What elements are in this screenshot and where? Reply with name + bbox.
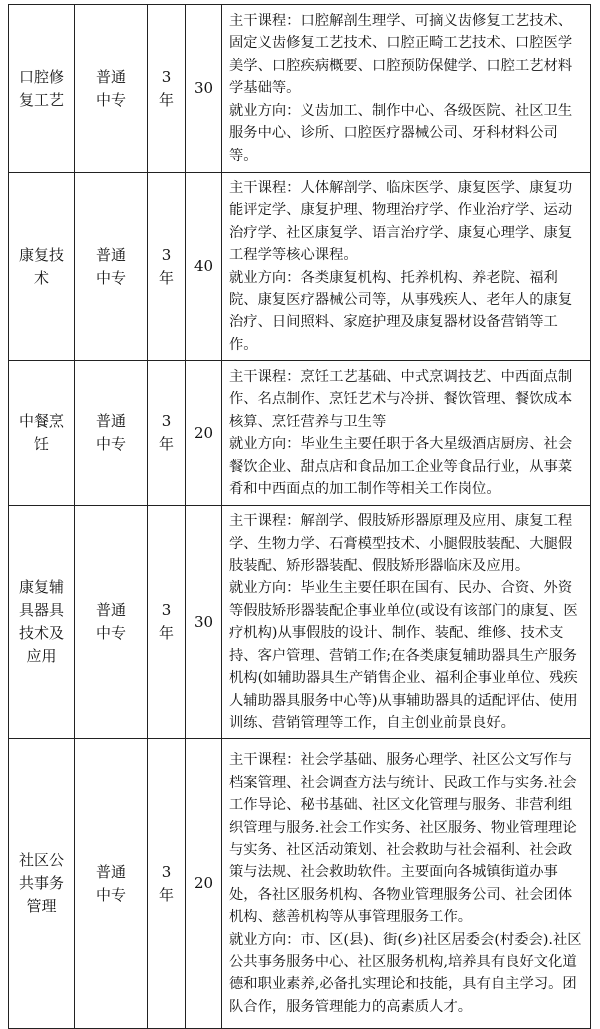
quota: 40: [193, 257, 214, 276]
quota-cell: [186, 5, 222, 173]
table-row: [9, 739, 591, 1029]
major-name: 康复技术: [18, 245, 64, 287]
description-cell: [222, 173, 591, 361]
school-type: 普通中专: [95, 245, 126, 287]
school-type: 普通中专: [95, 862, 126, 904]
school-type-cell: [75, 506, 148, 739]
duration-cell: [148, 5, 186, 173]
major-name: 中餐烹饪: [18, 412, 64, 454]
quota-cell: [186, 361, 222, 506]
quota: 20: [193, 874, 214, 893]
description-cell: [222, 361, 591, 506]
school-type-cell: [75, 173, 148, 361]
career-direction: 就业方向：义齿加工、制作中心、各级医院、社区卫生服务中心、诊所、口腔医疗器械公司、牙科材料公司等。: [229, 102, 573, 164]
career-direction: 就业方向：毕业生主要任职于各大星级酒店厨房、社会餐饮企业、甜点店和食品加工企业等食品行业，从事菜肴和中西面点的加工制作等相关工作岗位。: [229, 436, 573, 498]
school-type-cell: [75, 361, 148, 506]
duration-cell: [148, 739, 186, 1029]
majors-table: [8, 4, 591, 1029]
school-type: 普通中专: [95, 412, 126, 454]
quota-cell: [186, 506, 222, 739]
major-name-cell: [9, 506, 75, 739]
table-row: [9, 5, 591, 173]
career-direction: 就业方向：各类康复机构、托养机构、养老院、福利院、康复医疗器械公司等，从事残疾人、老年人的康复治疗、日间照料、家庭护理及康复器材设备营销等工作。: [229, 269, 573, 353]
core-courses: 主干课程：人体解剖学、临床医学、康复医学、康复功能评定学、康复护理、物理治疗学、作业治疗学、运动治疗学、社区康复学、语言治疗学、康复心理学、康复工程学等核心课程。: [229, 180, 573, 264]
table-row: [9, 506, 591, 739]
major-name-cell: [9, 361, 75, 506]
duration: 3年: [158, 862, 174, 904]
quota: 30: [193, 612, 214, 631]
table-row: [9, 361, 591, 506]
description-cell: [222, 5, 591, 173]
major-name: 社区公共事务管理: [18, 851, 64, 916]
duration-cell: [148, 173, 186, 361]
school-type-cell: [75, 5, 148, 173]
school-type: 普通中专: [95, 67, 126, 109]
quota: 30: [193, 79, 214, 97]
career-direction: 就业方向：毕业生主要任职在国有、民办、合资、外资等假肢矫形器装配企事业单位(或设有该部门的康复、医疗机构)从事假肢的设计、制作、装配、维修、技术支持、客户管理、营销工作;在各类康复辅助器具生产服务机构(如辅助器具生产销售企业、福利企事业单位、残疾人辅助器具服务中心等)从事辅助器具的适配评估、使用训练、营销管理等工作，自主创业前景良好。: [229, 580, 578, 731]
career-direction: 就业方向：市、区(县)、街(乡)社区居委会(村委会).社区公共事务服务中心、社区服务机构,培养具有良好文化道德和职业素养,必备扎实理论和技能，具有自主学习。团队合作，服务管理能力的高素质人才。: [229, 931, 582, 1015]
duration: 3年: [158, 245, 174, 287]
quota-cell: [186, 739, 222, 1029]
school-type: 普通中专: [95, 601, 126, 643]
duration: 3年: [158, 67, 174, 109]
duration-cell: [148, 506, 186, 739]
core-courses: 主干课程：烹饪工艺基础、中式烹调技艺、中西面点制作、名点制作、烹饪艺术与冷拼、餐饮管理、餐饮成本核算、烹饪营养与卫生等: [229, 369, 573, 430]
core-courses: 主干课程：口腔解剖生理学、可摘义齿修复工艺技术、固定义齿修复工艺技术、口腔正畸工艺技术、口腔医学美学、口腔疾病概要、口腔预防保健学、口腔工艺材料学基础等。: [229, 13, 573, 97]
core-courses: 主干课程：社会学基础、服务心理学、社区公文写作与档案管理、社会调查方法与统计、民政工作与实务.社会工作导论、秘书基础、社区文化管理与服务、非营利组织管理与服务.社会工作实务、社区服务、物业管理理论与实务、社区活动策划、社会救助与社会福利、社会政策与法规、社会救助软件。主要面向各城镇街道办事处，各社区服务机构、各物业管理服务公司、社会团体机构、慈善机构等从事管理服务工作。: [229, 752, 577, 926]
quota: 20: [193, 423, 214, 442]
school-type-cell: [75, 739, 148, 1029]
major-name-cell: [9, 173, 75, 361]
table-row: [9, 173, 591, 361]
description-cell: [222, 506, 591, 739]
duration: 3年: [158, 601, 174, 643]
quota-cell: [186, 173, 222, 361]
description-cell: [222, 739, 591, 1029]
duration: 3年: [158, 412, 174, 454]
major-name: 康复辅具器具技术及应用: [18, 578, 64, 666]
major-name-cell: [9, 5, 75, 173]
duration-cell: [148, 361, 186, 506]
core-courses: 主干课程：解剖学、假肢矫形器原理及应用、康复工程学、生物力学、石膏模型技术、小腿假肢装配、大腿假肢装配、矫形器装配、假肢矫形器临床及应用。: [229, 513, 573, 575]
major-name-cell: [9, 739, 75, 1029]
major-name: 口腔修复工艺: [18, 67, 64, 109]
